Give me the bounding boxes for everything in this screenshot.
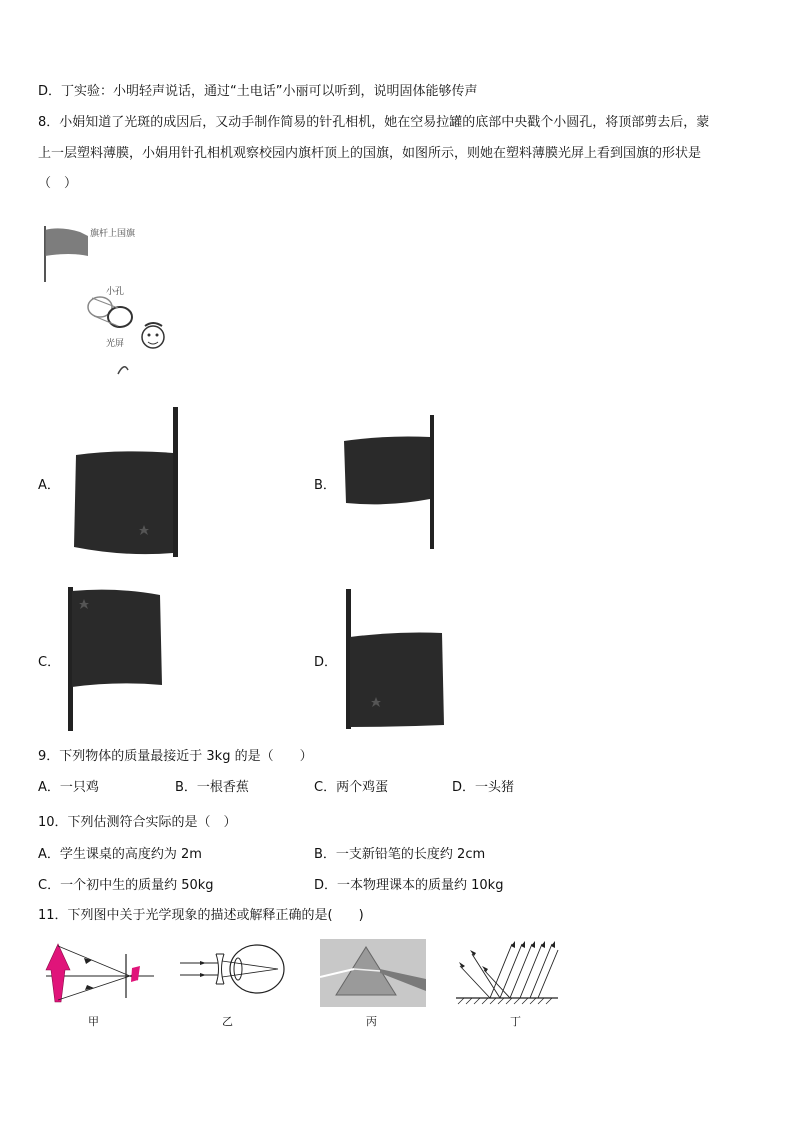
q8-option-a-flag — [70, 405, 185, 560]
q8-option-c-label: C． — [38, 655, 61, 670]
q11-stem: 11．下列图中关于光学现象的描述或解释正确的是( ) — [38, 908, 364, 923]
q9-stem: 9．下列物体的质量最接近于 3kg 的是（ ） — [38, 749, 313, 764]
q8-sketch-label-screen: 光屏 — [106, 339, 125, 349]
q11-fig-yi — [178, 942, 288, 998]
q8-option-a-label: A． — [38, 478, 60, 493]
q9-option-c: C．两个鸡蛋 — [314, 780, 389, 795]
q8-option-d-label: D． — [314, 655, 338, 670]
q11-fig-bing — [320, 939, 426, 1007]
q9-option-a: A．一只鸡 — [38, 780, 99, 795]
q11-caption-bing: 丙 — [366, 1015, 377, 1028]
q10-option-c: C．一个初中生的质量约 50kg — [38, 878, 214, 893]
q11-caption-ding: 丁 — [510, 1015, 521, 1028]
q8-option-d-flag — [342, 587, 452, 732]
q8-stem-line2: 上一层塑料薄膜，小娟用针孔相机观察校园内旗杆顶上的国旗，如图所示，则她在塑料薄膜光屏上看到国旗的形状是 — [38, 146, 702, 161]
q8-sketch-label-top: 旗杆上国旗 — [90, 229, 136, 239]
q8-option-b-flag — [340, 413, 440, 551]
q8-pinhole-sketch — [40, 222, 180, 382]
q10-option-a: A．学生课桌的高度约为 2m — [38, 847, 202, 862]
q8-option-c-flag — [62, 585, 167, 735]
q11-caption-yi: 乙 — [222, 1015, 233, 1028]
q8-option-b-label: B． — [314, 478, 336, 493]
q8-sketch-label-hole: 小孔 — [106, 287, 125, 297]
q9-option-d: D．一头猪 — [452, 780, 515, 795]
q11-fig-jia — [44, 940, 156, 1006]
q11-fig-ding — [454, 940, 560, 1008]
q9-option-b: B．一根香蕉 — [175, 780, 249, 795]
q7-option-d: D．丁实验：小明轻声说话，通过“土电话”小丽可以听到，说明固体能够传声 — [38, 84, 478, 99]
q8-stem-line1: 8．小娟知道了光斑的成因后，又动手制作简易的针孔相机，她在空易拉罐的底部中央戳个小圆孔，将顶部剪去后，蒙 — [38, 115, 710, 130]
q11-caption-jia: 甲 — [88, 1015, 99, 1028]
q10-stem: 10．下列估测符合实际的是（ ） — [38, 815, 237, 830]
q10-option-b: B．一支新铅笔的长度约 2cm — [314, 847, 486, 862]
q8-answer-paren: （ ） — [38, 176, 78, 191]
q10-option-d: D．一本物理课本的质量约 10kg — [314, 878, 504, 893]
